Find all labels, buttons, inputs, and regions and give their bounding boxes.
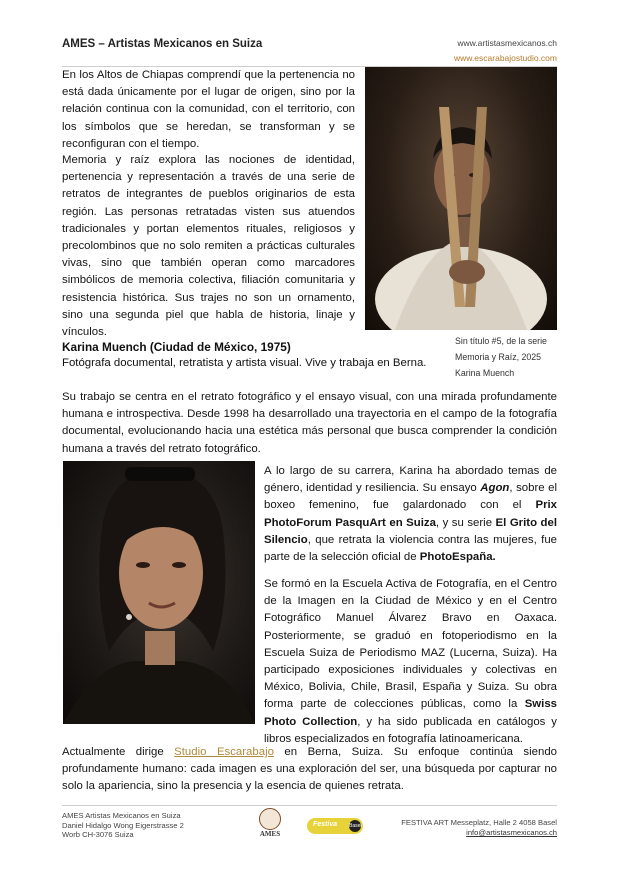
photoespana: PhotoEspaña.: [419, 551, 496, 564]
grito-series: El Grito del Silencio: [264, 516, 557, 546]
portrait-photo-memoria-raiz: [365, 67, 557, 330]
prix-award: Prix PhotoForum PasquArt en Suiza: [264, 499, 557, 529]
ames-seal-icon: [259, 808, 281, 830]
footer-divider: [62, 805, 557, 806]
footer-venue: FESTIVA ART Messeplatz, Halle 2 4058 Basel: [401, 818, 557, 827]
footer-city: Worb CH-3076 Suiza: [62, 830, 134, 840]
caption-author: Karina Muench: [455, 368, 515, 378]
artist-name-heading: Karina Muench (Ciudad de México, 1975): [62, 340, 291, 354]
intro-paragraph-1: En los Altos de Chiapas comprendí que la pertenencia no está dada únicamente por el lugar de origen, sino por la relación continua con la comunidad, con el territorio, con los símbolos que se heredan, se transforman y se reconfiguran con el tiempo.: [62, 69, 355, 150]
closing-paragraph: [62, 744, 557, 796]
training-text-1: Se formó en la Escuela Activa de Fotografía, en el Centro de la Imagen en la Ciudad de México y en el Centro Fotográfico Manuel Álvarez Bravo en Oaxaca. Posteriormente, se graduó en fotoperiodismo en la Escuela Suiza de Periodismo MAZ (Lucerna, Suiza). Ha participado exposiciones individuales y colectivas en México, Bolivia, Chile, Brasil, España y Suiza. Su obra forma parte de colecciones públicas, como la: [264, 578, 557, 711]
ames-logo: [257, 808, 283, 840]
footer-email-link[interactable]: info@artistasmexicanos.ch: [466, 827, 557, 837]
footer-contact: [401, 818, 557, 837]
intro-paragraph-2: Memoria y raíz explora las nociones de identidad, pertenencia y representación a través de una serie de retratos de integrantes de pueblos originarios de esta región. Las personas retratadas visten sus atuendos tradicionales y portan elementos rituales, religiosos y precolombinos que no solo remiten a prácticas culturales vivas, sino que también operan como marcadores simbólicos de memoria colectiva, filiación comunitaria y resistencia histórica. Sus trajes no son un ornamento, sino una segunda piel que habla de historia, linaje y vínculos.: [62, 154, 355, 339]
career-text-3: , y su serie: [435, 516, 496, 529]
training-text-2: , y ha sido publicada en catálogos y libros especializados en fotografía latinoamericana.: [264, 715, 557, 745]
swiss-photo-collection: Swiss Photo Collection: [264, 698, 557, 728]
festiva-logo: [307, 818, 363, 834]
footer-address: [62, 811, 184, 840]
career-paragraph: [264, 463, 557, 566]
header-title: AMES – Artistas Mexicanos en Suiza: [62, 38, 263, 50]
footer-street: Daniel Hidalgo Wong Eigerstrasse 2: [62, 820, 184, 830]
basel-badge: Basel: [349, 820, 361, 832]
studio-escarabajo-link[interactable]: Studio Escarabajo: [174, 746, 274, 758]
ames-logo-text: AMES: [259, 830, 281, 838]
header-studio-link[interactable]: www.escarabajostudio.com: [454, 53, 557, 63]
caption-title: Sin título #5, de la serie: [455, 336, 547, 346]
artist-role: Fotógrafa documental, retratista y artista visual. Vive y trabaja en Berna.: [62, 357, 427, 369]
career-text-1: A lo largo de su carrera, Karina ha abordado temas de género, identidad y resiliencia. Su ensayo: [264, 465, 557, 495]
photo-caption: [455, 333, 547, 381]
closing-text-1: Actualmente dirige: [62, 746, 175, 758]
career-text-2: , sobre el boxeo femenino, fue galardonado con el: [264, 482, 557, 512]
footer-org-name: AMES Artistas Mexicanos en Suiza: [62, 811, 181, 820]
caption-series: Memoria y Raíz, 2025: [455, 352, 542, 362]
header-site-link[interactable]: www.artistasmexicanos.ch: [457, 38, 557, 48]
closing-text-2: en Berna, Suiza. Su enfoque continúa siendo profundamente humano: cada imagen es una exploración del ser, una búsqueda por capturar no solo la apariencia, sino la presencia y la esencia de quienes retrata.: [62, 746, 557, 793]
festiva-logo-text: Festiva: [313, 821, 338, 828]
agon-title: Agon: [480, 482, 510, 495]
portrait-photo-karina-muench: [63, 461, 255, 724]
training-paragraph: [264, 576, 557, 748]
career-text-4: , que retrata la violencia contra las mujeres, fue parte de la selección oficial de: [264, 533, 557, 564]
bio-paragraph-1: Su trabajo se centra en el retrato fotográfico y el ensayo visual, con una mirada profundamente humana e introspectiva. Desde 1998 ha desarrollado una trayectoria en el campo de la fotografía documental, evolucionando hacia una estética más personal que busca comprender la condición humana a través del retrato fotográfico.: [62, 391, 557, 455]
